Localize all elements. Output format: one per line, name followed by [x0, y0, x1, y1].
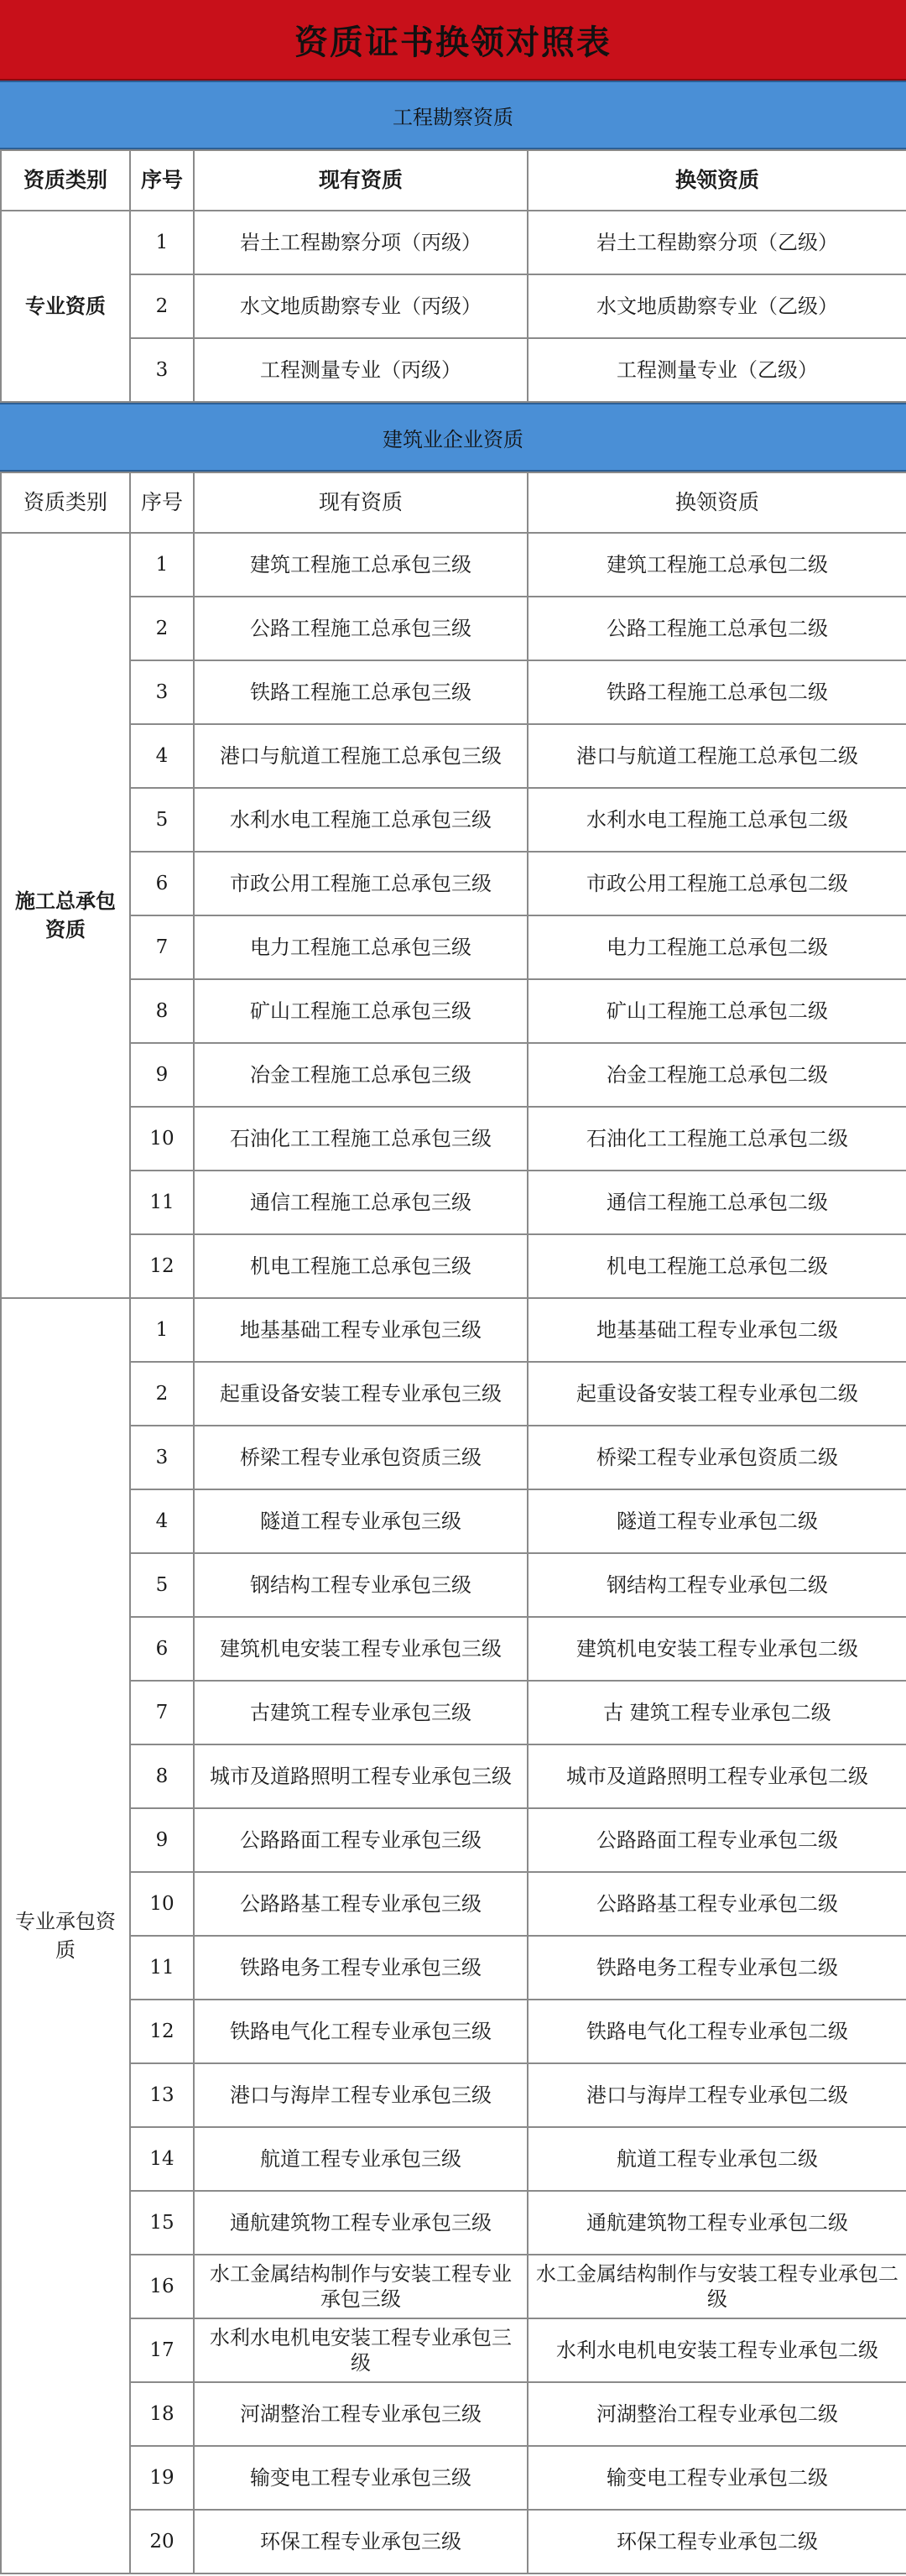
table-row	[1, 2127, 906, 2191]
row-number: 4	[130, 724, 194, 788]
table-row	[1, 1298, 906, 1362]
new-qualification: 航道工程专业承包二级	[528, 2127, 906, 2191]
table-row	[1, 1553, 906, 1617]
new-qualification: 地基基础工程专业承包二级	[528, 1298, 906, 1362]
current-qualification: 隧道工程专业承包三级	[194, 1489, 528, 1553]
new-qualification: 环保工程专业承包二级	[528, 2510, 906, 2573]
new-qualification: 钢结构工程专业承包二级	[528, 1553, 906, 1617]
row-number: 1	[130, 1298, 194, 1362]
row-number: 8	[130, 979, 194, 1043]
row-number: 9	[130, 1808, 194, 1872]
current-qualification: 地基基础工程专业承包三级	[194, 1298, 528, 1362]
new-qualification: 电力工程施工总承包二级	[528, 915, 906, 979]
new-qualification: 工程测量专业（乙级）	[528, 338, 906, 402]
new-qualification: 石油化工工程施工总承包二级	[528, 1107, 906, 1171]
current-qualification: 工程测量专业（丙级）	[194, 338, 528, 402]
column-header-current: 现有资质	[194, 472, 528, 533]
current-qualification: 市政公用工程施工总承包三级	[194, 852, 528, 915]
current-qualification: 水利水电工程施工总承包三级	[194, 788, 528, 852]
table-row	[1, 1234, 906, 1298]
new-qualification: 水利水电机电安装工程专业承包二级	[528, 2318, 906, 2382]
table-row	[1, 1744, 906, 1808]
current-qualification: 桥梁工程专业承包资质三级	[194, 1426, 528, 1489]
current-qualification: 机电工程施工总承包三级	[194, 1234, 528, 1298]
row-number: 9	[130, 1043, 194, 1107]
table-row	[1, 1681, 906, 1744]
row-number: 14	[130, 2127, 194, 2191]
row-number: 6	[130, 852, 194, 915]
new-qualification: 起重设备安装工程专业承包二级	[528, 1362, 906, 1426]
table-row	[1, 597, 906, 660]
table-row	[1, 211, 906, 274]
table-row	[1, 2000, 906, 2063]
row-number: 10	[130, 1872, 194, 1936]
new-qualification: 河湖整治工程专业承包二级	[528, 2382, 906, 2446]
row-number: 8	[130, 1744, 194, 1808]
row-number: 7	[130, 915, 194, 979]
current-qualification: 电力工程施工总承包三级	[194, 915, 528, 979]
current-qualification: 港口与航道工程施工总承包三级	[194, 724, 528, 788]
table-row	[1, 1489, 906, 1553]
new-qualification: 公路工程施工总承包二级	[528, 597, 906, 660]
new-qualification: 水文地质勘察专业（乙级）	[528, 274, 906, 338]
table-row	[1, 1872, 906, 1936]
new-qualification: 隧道工程专业承包二级	[528, 1489, 906, 1553]
table-row	[1, 852, 906, 915]
table-row	[1, 915, 906, 979]
new-qualification: 岩土工程勘察分项（乙级）	[528, 211, 906, 274]
row-number: 20	[130, 2510, 194, 2573]
row-number: 13	[130, 2063, 194, 2127]
row-number: 2	[130, 597, 194, 660]
table-row	[1, 1043, 906, 1107]
row-number: 15	[130, 2191, 194, 2255]
new-qualification: 铁路电务工程专业承包二级	[528, 1936, 906, 2000]
row-number: 1	[130, 211, 194, 274]
row-number: 16	[130, 2255, 194, 2318]
table-header-row	[1, 150, 906, 211]
current-qualification: 通航建筑物工程专业承包三级	[194, 2191, 528, 2255]
column-header-new: 换领资质	[528, 472, 906, 533]
current-qualification: 建筑工程施工总承包三级	[194, 533, 528, 597]
row-number: 2	[130, 274, 194, 338]
column-header-current: 现有资质	[194, 150, 528, 211]
current-qualification: 冶金工程施工总承包三级	[194, 1043, 528, 1107]
table-row	[1, 2191, 906, 2255]
row-number: 10	[130, 1107, 194, 1171]
category-cell: 施工总承包资质	[1, 533, 130, 1298]
new-qualification: 建筑机电安装工程专业承包二级	[528, 1617, 906, 1681]
row-number: 2	[130, 1362, 194, 1426]
new-qualification: 公路路面工程专业承包二级	[528, 1808, 906, 1872]
qualification-table	[0, 472, 906, 2574]
new-qualification: 铁路工程施工总承包二级	[528, 660, 906, 724]
current-qualification: 航道工程专业承包三级	[194, 2127, 528, 2191]
row-number: 6	[130, 1617, 194, 1681]
current-qualification: 岩土工程勘察分项（丙级）	[194, 211, 528, 274]
table-row	[1, 274, 906, 338]
new-qualification: 建筑工程施工总承包二级	[528, 533, 906, 597]
table-row	[1, 1107, 906, 1171]
new-qualification: 机电工程施工总承包二级	[528, 1234, 906, 1298]
row-number: 17	[130, 2318, 194, 2382]
current-qualification: 水利水电机电安装工程专业承包三级	[194, 2318, 528, 2382]
row-number: 5	[130, 788, 194, 852]
new-qualification: 公路路基工程专业承包二级	[528, 1872, 906, 1936]
category-cell: 专业承包资质	[1, 1298, 130, 2573]
new-qualification: 水工金属结构制作与安装工程专业承包二级	[528, 2255, 906, 2318]
column-header-number: 序号	[130, 150, 194, 211]
page-title: 资质证书换领对照表	[0, 0, 906, 81]
table-row	[1, 2063, 906, 2127]
table-row	[1, 2255, 906, 2318]
row-number: 3	[130, 338, 194, 402]
table-row	[1, 533, 906, 597]
row-number: 7	[130, 1681, 194, 1744]
table-row	[1, 1617, 906, 1681]
current-qualification: 输变电工程专业承包三级	[194, 2446, 528, 2510]
new-qualification: 桥梁工程专业承包资质二级	[528, 1426, 906, 1489]
current-qualification: 环保工程专业承包三级	[194, 2510, 528, 2573]
new-qualification: 城市及道路照明工程专业承包二级	[528, 1744, 906, 1808]
new-qualification: 通航建筑物工程专业承包二级	[528, 2191, 906, 2255]
row-number: 19	[130, 2446, 194, 2510]
table-row	[1, 338, 906, 402]
current-qualification: 公路路基工程专业承包三级	[194, 1872, 528, 1936]
row-number: 3	[130, 660, 194, 724]
current-qualification: 通信工程施工总承包三级	[194, 1171, 528, 1234]
section-header: 工程勘察资质	[0, 81, 906, 149]
table-row	[1, 1426, 906, 1489]
current-qualification: 起重设备安装工程专业承包三级	[194, 1362, 528, 1426]
new-qualification: 港口与航道工程施工总承包二级	[528, 724, 906, 788]
current-qualification: 石油化工工程施工总承包三级	[194, 1107, 528, 1171]
table-header-row	[1, 472, 906, 533]
table-row	[1, 660, 906, 724]
new-qualification: 输变电工程专业承包二级	[528, 2446, 906, 2510]
row-number: 5	[130, 1553, 194, 1617]
table-row	[1, 1936, 906, 2000]
table-row	[1, 2510, 906, 2573]
current-qualification: 建筑机电安装工程专业承包三级	[194, 1617, 528, 1681]
row-number: 11	[130, 1171, 194, 1234]
new-qualification: 通信工程施工总承包二级	[528, 1171, 906, 1234]
sections-container	[0, 81, 906, 2574]
table-row	[1, 979, 906, 1043]
table-row	[1, 1808, 906, 1872]
new-qualification: 矿山工程施工总承包二级	[528, 979, 906, 1043]
current-qualification: 河湖整治工程专业承包三级	[194, 2382, 528, 2446]
current-qualification: 城市及道路照明工程专业承包三级	[194, 1744, 528, 1808]
row-number: 12	[130, 2000, 194, 2063]
row-number: 18	[130, 2382, 194, 2446]
current-qualification: 铁路工程施工总承包三级	[194, 660, 528, 724]
current-qualification: 古建筑工程专业承包三级	[194, 1681, 528, 1744]
table-row	[1, 1362, 906, 1426]
new-qualification: 市政公用工程施工总承包二级	[528, 852, 906, 915]
new-qualification: 铁路电气化工程专业承包二级	[528, 2000, 906, 2063]
new-qualification: 冶金工程施工总承包二级	[528, 1043, 906, 1107]
table-row	[1, 724, 906, 788]
category-cell: 专业资质	[1, 211, 130, 402]
current-qualification: 公路路面工程专业承包三级	[194, 1808, 528, 1872]
current-qualification: 港口与海岸工程专业承包三级	[194, 2063, 528, 2127]
table-row	[1, 2382, 906, 2446]
table-row	[1, 2318, 906, 2382]
current-qualification: 公路工程施工总承包三级	[194, 597, 528, 660]
new-qualification: 古 建筑工程专业承包二级	[528, 1681, 906, 1744]
current-qualification: 水工金属结构制作与安装工程专业承包三级	[194, 2255, 528, 2318]
table-row	[1, 1171, 906, 1234]
column-header-new: 换领资质	[528, 150, 906, 211]
current-qualification: 水文地质勘察专业（丙级）	[194, 274, 528, 338]
row-number: 3	[130, 1426, 194, 1489]
row-number: 4	[130, 1489, 194, 1553]
current-qualification: 铁路电气化工程专业承包三级	[194, 2000, 528, 2063]
row-number: 12	[130, 1234, 194, 1298]
table-row	[1, 788, 906, 852]
qualification-table	[0, 149, 906, 403]
column-header-category: 资质类别	[1, 472, 130, 533]
row-number: 11	[130, 1936, 194, 2000]
current-qualification: 铁路电务工程专业承包三级	[194, 1936, 528, 2000]
current-qualification: 矿山工程施工总承包三级	[194, 979, 528, 1043]
new-qualification: 水利水电工程施工总承包二级	[528, 788, 906, 852]
column-header-category: 资质类别	[1, 150, 130, 211]
table-row	[1, 2446, 906, 2510]
section-header: 建筑业企业资质	[0, 403, 906, 472]
column-header-number: 序号	[130, 472, 194, 533]
current-qualification: 钢结构工程专业承包三级	[194, 1553, 528, 1617]
row-number: 1	[130, 533, 194, 597]
new-qualification: 港口与海岸工程专业承包二级	[528, 2063, 906, 2127]
